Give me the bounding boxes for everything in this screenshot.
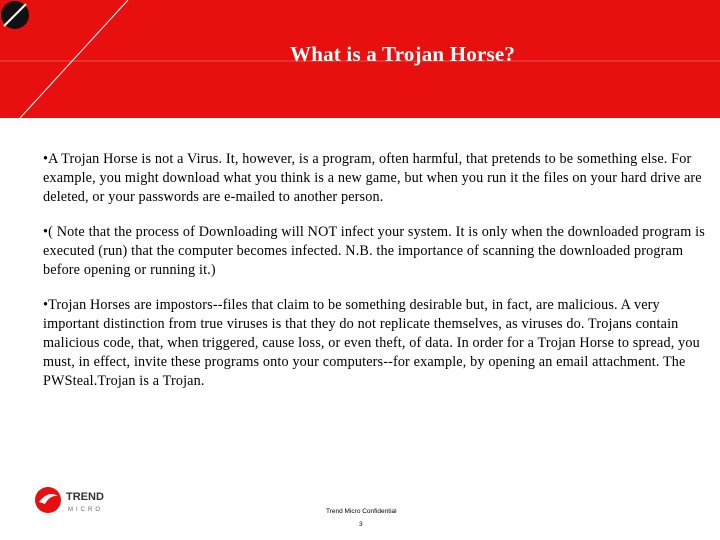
- black-circle-slash-icon: [0, 0, 30, 30]
- paragraph: •A Trojan Horse is not a Virus. It, however, is a program, often harmful, that pretends to be something else. For example, you might download what you think is a new game, but when you run it the files on your hard drive are deleted, or your passwords are e-mailed to another person.: [43, 151, 702, 205]
- slide-title: What is a Trojan Horse?: [290, 42, 516, 66]
- paragraph: •Trojan Horses are impostors--files that claim to be something desirable but, in fact, are malicious. A very important distinction from true viruses is that they do not replicate themselves, as viruses do. Trojans contain malicious code, that, when triggered, cause loss, or even theft, of data. In order for a Trojan Horse to spread, you must, in effect, invite these programs onto your computers--for example, by opening an email attachment. The PWSteal.Trojan is a Trojan.: [43, 297, 700, 389]
- paragraph: •( Note that the process of Downloading will NOT infect your system. It is only when the downloaded program is executed (run) that the computer becomes infected. N.B. the importance of scanning the downloaded program before opening or running it.): [43, 224, 705, 278]
- trend-micro-logo: [33, 484, 117, 516]
- svg-text:TREND: TREND: [66, 491, 104, 503]
- header-banner: [0, 0, 720, 118]
- confidential-label: Trend Micro Confidential: [326, 508, 397, 515]
- svg-text:MICRO: MICRO: [68, 507, 103, 513]
- page-number: 3: [359, 521, 363, 528]
- slide-body: [43, 150, 719, 407]
